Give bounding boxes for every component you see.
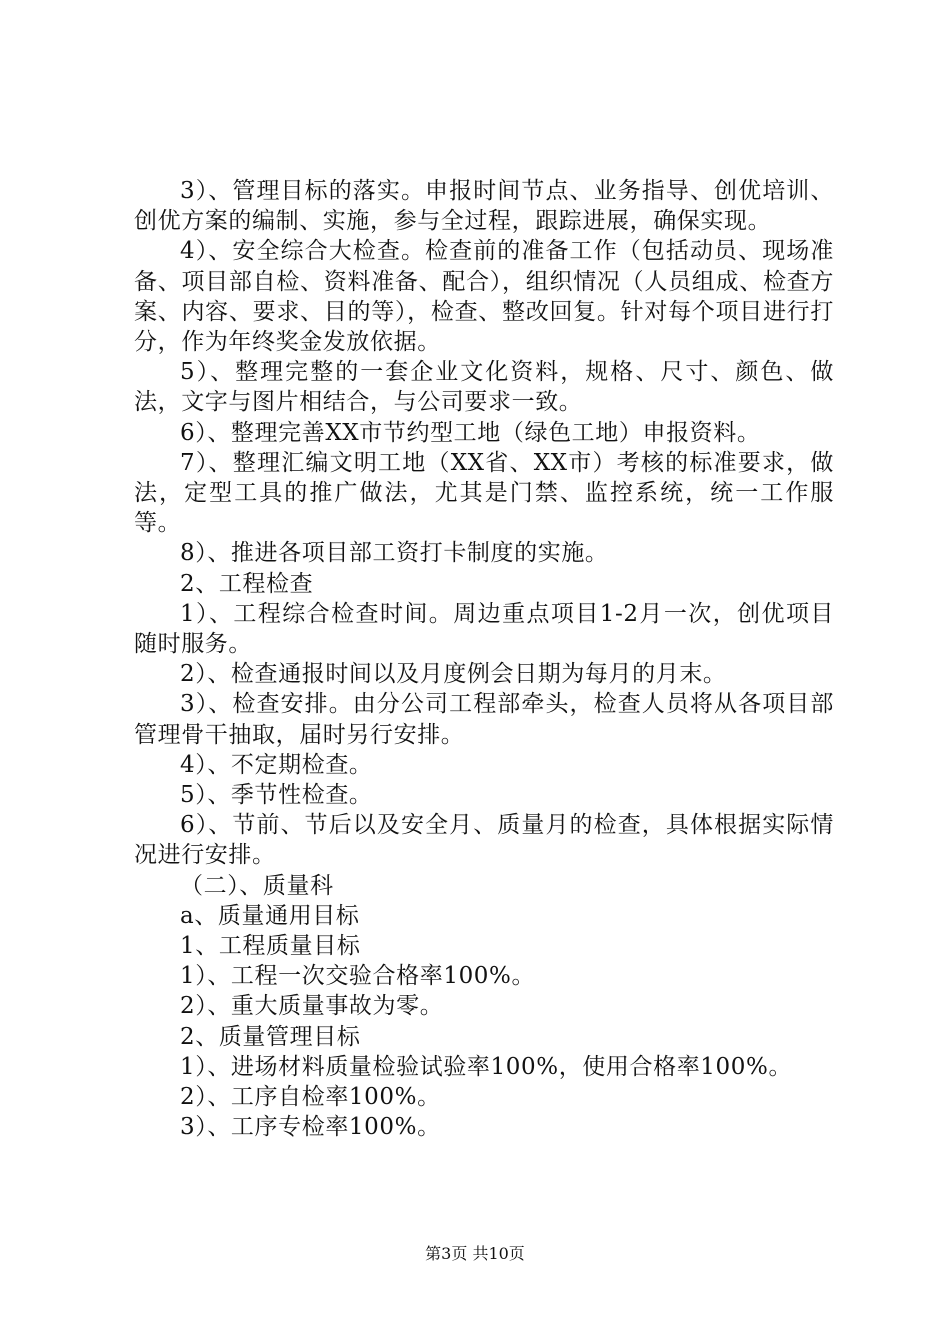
paragraph: 1）、工程综合检查时间。周边重点项目1-2月一次，创优项目随时服务。 bbox=[134, 600, 834, 658]
subsection-heading: 1、工程质量目标 bbox=[180, 933, 361, 960]
paragraph: 5）、整理完整的一套企业文化资料，规格、尺寸、颜色、做法，文字与图片相结合，与公司要求一致。 bbox=[134, 359, 834, 416]
paragraph: 2）、工序自检率100%。 bbox=[180, 1084, 441, 1111]
paragraph: 3）、工序专检率100%。 bbox=[180, 1114, 441, 1141]
section-heading: （二）、质量科 bbox=[180, 872, 334, 899]
paragraph: 5）、季节性检查。 bbox=[180, 782, 373, 809]
paragraph: 1）、进场材料质量检验试验率100%，使用合格率100%。 bbox=[180, 1053, 793, 1080]
document-body bbox=[134, 176, 834, 1143]
paragraph: 3）、检查安排。由分公司工程部牵头，检查人员将从各项目部管理骨干抽取，届时另行安排。 bbox=[134, 691, 834, 748]
page-number: 第3页 共10页 bbox=[425, 1244, 525, 1263]
section-heading: 2、工程检查 bbox=[180, 570, 314, 597]
paragraph: 2）、重大质量事故为零。 bbox=[180, 993, 444, 1020]
paragraph: 2）、检查通报时间以及月度例会日期为每月的月末。 bbox=[180, 661, 727, 688]
paragraph: 6）、整理完善XX市节约型工地（绿色工地）申报资料。 bbox=[180, 419, 761, 446]
paragraph: 4）、不定期检查。 bbox=[180, 751, 373, 778]
paragraph: 4）、安全综合大检查。检查前的准备工作（包括动员、现场准备、项目部自检、资料准备、配合），组织情况（人员组成、检查方案、内容、要求、目的等），检查、整改回复。针对每个项目进行打分，作为年终奖金发放依据。 bbox=[134, 238, 834, 356]
paragraph: 7）、整理汇编文明工地（XX省、XX市）考核的标准要求，做法，定型工具的推广做法，尤其是门禁、监控系统，统一工作服等。 bbox=[134, 449, 834, 537]
subsection-heading: 2、质量管理目标 bbox=[180, 1023, 361, 1050]
paragraph: 8）、推进各项目部工资打卡制度的实施。 bbox=[180, 540, 609, 567]
paragraph: 6）、节前、节后以及安全月、质量月的检查，具体根据实际情况进行安排。 bbox=[134, 812, 834, 869]
subsection-heading: a、质量通用目标 bbox=[180, 902, 360, 929]
paragraph: 1）、工程一次交验合格率100%。 bbox=[180, 963, 536, 990]
paragraph: 3）、管理目标的落实。申报时间节点、业务指导、创优培训、创优方案的编制、实施，参与全过程，跟踪进展，确保实现。 bbox=[134, 178, 834, 235]
